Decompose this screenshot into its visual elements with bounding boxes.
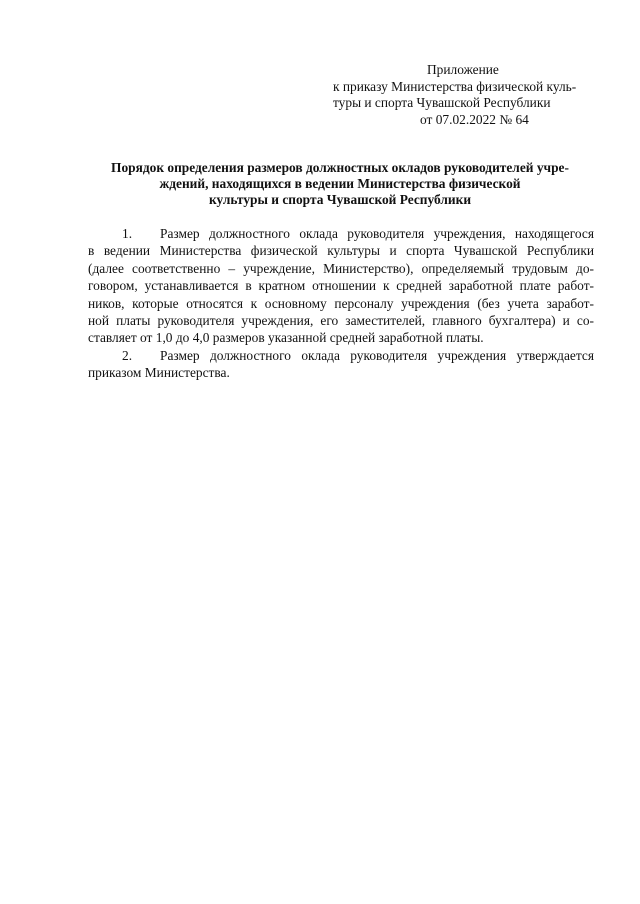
title-line: культуры и спорта Чувашской Республики: [208, 192, 472, 208]
title-line: ждений, находящихся в ведении Министерства физической: [159, 176, 521, 192]
paragraph-line: ников, которые относятся к основному персоналу учреждения (без учета заработ-: [88, 295, 594, 311]
title-line: Порядок определения размеров должностных окладов руководителей учре-: [111, 160, 569, 175]
appendix-order-date-number: от 07.02.2022 № 64: [420, 111, 529, 127]
appendix-label: Приложение: [427, 62, 499, 77]
paragraph-1: [88, 225, 594, 347]
paragraph-line: в ведении Министерства физической культуры и спорта Чувашской Республики: [88, 243, 594, 259]
paragraph-line: [88, 225, 594, 242]
document-title: [88, 160, 592, 209]
paragraph-line: (далее соответственно – учреждение, Министерство), определяемый трудовым до-: [88, 260, 594, 276]
paragraph-line: [88, 347, 594, 364]
paragraph-line: приказом Министерства.: [88, 365, 230, 381]
paragraph-line: ной платы руководителя учреждения, его заместителей, главного бухгалтера) и со-: [88, 312, 594, 328]
paragraph-number: 2.: [122, 347, 133, 363]
paragraph-text: Размер должностного оклада руководителя учреждения, находящегося: [160, 226, 594, 241]
paragraph-number: 1.: [122, 226, 133, 241]
appendix-order-ref: к приказу Министерства физической куль-: [333, 78, 577, 94]
appendix-order-ref-cont: туры и спорта Чувашской Республики: [333, 95, 551, 110]
paragraph-line: говором, устанавливается в кратном отношении к средней заработной плате работ-: [88, 278, 594, 294]
paragraph-2: [88, 347, 594, 382]
appendix-header: [333, 62, 603, 128]
document-body: [88, 225, 594, 382]
paragraph-line: ставляет от 1,0 до 4,0 размеров указанной средней заработной платы.: [88, 330, 484, 346]
paragraph-text: Размер должностного оклада руководителя учреждения утверждается: [160, 347, 594, 363]
